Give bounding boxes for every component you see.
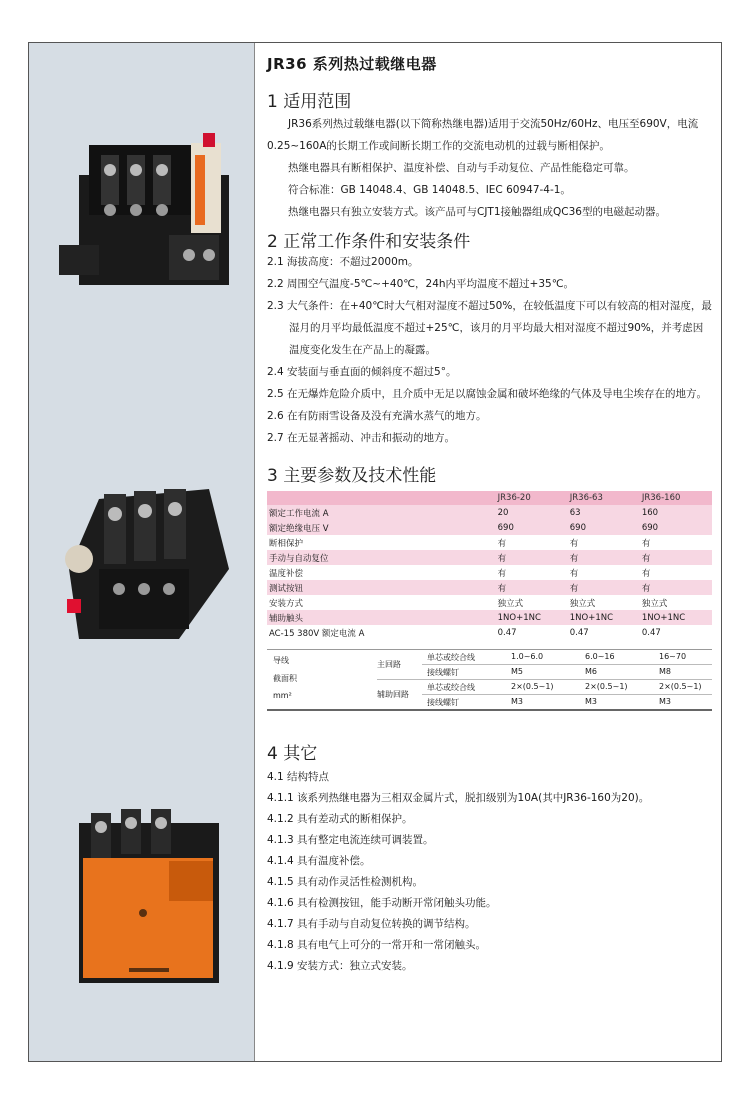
section-2-item: 2.1 海拔高度：不超过2000m。 — [267, 256, 419, 268]
cell: M3 — [511, 697, 523, 706]
cell: 20 — [496, 505, 568, 520]
row-label: 测试按钮 — [267, 580, 496, 595]
cell: 1NO+1NC — [568, 610, 640, 625]
content-column — [255, 43, 721, 1061]
model-header: JR36-160 — [640, 491, 712, 505]
cell: 独立式 — [496, 595, 568, 610]
table-row — [267, 595, 712, 610]
relay-photo-front — [59, 115, 229, 285]
relay-photo-side — [59, 479, 229, 659]
cell: 有 — [496, 535, 568, 550]
cell: 1NO+1NC — [496, 610, 568, 625]
section-4-item: 4.1.8 具有电气上可分的一常开和一常闭触头。 — [267, 939, 487, 951]
cell: 160 — [640, 505, 712, 520]
cell: 独立式 — [640, 595, 712, 610]
cell: 独立式 — [568, 595, 640, 610]
section-1-body — [267, 113, 712, 223]
relay-photo-cover — [59, 803, 229, 983]
row-label: 额定绝缘电压 V — [267, 520, 496, 535]
section-2-heading: 2 正常工作条件和安装条件 — [267, 232, 471, 252]
screw-label: 接线螺钉 — [427, 698, 459, 707]
table-row — [267, 505, 712, 520]
section-3-heading: 3 主要参数及技术性能 — [267, 466, 437, 486]
section-2-body — [267, 251, 712, 449]
section-2-item: 2.5 在无爆炸危险介质中，且介质中无足以腐蚀金属和破坏绝缘的气体及导电尘埃存在的地方。 — [267, 388, 708, 400]
section-4-item: 4.1.6 具有检测按钮，能手动断开常闭触头功能。 — [267, 897, 497, 909]
cell: 2×(0.5~1) — [511, 682, 554, 691]
section-2-item: 2.2 周围空气温度-5℃~+40℃，24h内平均温度不超过+35℃。 — [267, 278, 575, 290]
cell: 0.47 — [640, 625, 712, 640]
model-header: JR36-20 — [496, 491, 568, 505]
cell: 有 — [640, 550, 712, 565]
section-2-item: 2.6 在有防雨雪设备及没有充满水蒸气的地方。 — [267, 410, 487, 422]
cell: 有 — [496, 580, 568, 595]
section-1-paragraph: 符合标准：GB 14048.4、GB 14048.5、IEC 60947-4-1。 — [288, 184, 571, 196]
spec-table — [267, 491, 712, 640]
cell: M5 — [511, 667, 523, 676]
section-4-item: 4.1.3 具有整定电流连续可调装置。 — [267, 834, 434, 846]
section-1-paragraph: 热继电器只有独立安装方式。该产品可与CJT1接触器组成QC36型的电磁起动器。 — [288, 206, 666, 218]
single-wire-label: 单芯或绞合线 — [427, 683, 475, 692]
cell: 有 — [568, 535, 640, 550]
main-circuit-label: 主回路 — [377, 660, 401, 669]
cell: M6 — [585, 667, 597, 676]
section-4-heading: 4 其它 — [267, 744, 318, 764]
single-wire-label: 单芯或绞合线 — [427, 653, 475, 662]
section-4-item: 4.1.5 具有动作灵活性检测机构。 — [267, 876, 424, 888]
section-1-heading: 1 适用范围 — [267, 92, 352, 112]
cell: 有 — [568, 580, 640, 595]
cell: 63 — [568, 505, 640, 520]
row-label: AC-15 380V 额定电流 A — [267, 625, 496, 640]
cell: 690 — [640, 520, 712, 535]
cell: 有 — [640, 580, 712, 595]
cell: 有 — [496, 550, 568, 565]
cell: 2×(0.5~1) — [585, 682, 628, 691]
cell: 690 — [568, 520, 640, 535]
section-4-item: 4.1.7 具有手动与自动复位转换的调节结构。 — [267, 918, 476, 930]
document-frame — [28, 42, 722, 1062]
cell: 有 — [568, 565, 640, 580]
cell: 690 — [496, 520, 568, 535]
table-row — [267, 580, 712, 595]
section-4-body — [267, 767, 712, 977]
wire-label: 截面积 — [273, 674, 297, 683]
row-label: 断相保护 — [267, 535, 496, 550]
row-label: 温度补偿 — [267, 565, 496, 580]
wire-label: mm² — [273, 691, 292, 700]
table-row — [267, 550, 712, 565]
cell: 有 — [640, 565, 712, 580]
table-row — [267, 535, 712, 550]
row-label: 额定工作电流 A — [267, 505, 496, 520]
document-title: JR36 系列热过载继电器 — [267, 55, 437, 73]
cell: 0.47 — [496, 625, 568, 640]
row-label: 手动与自动复位 — [267, 550, 496, 565]
cell: 6.0~16 — [585, 652, 615, 661]
wire-section — [267, 649, 712, 709]
section-4-item: 4.1 结构特点 — [267, 771, 330, 783]
table-row — [267, 520, 712, 535]
section-1-paragraph: 热继电器具有断相保护、温度补偿、自动与手动复位、产品性能稳定可靠。 — [288, 162, 635, 174]
section-2-item: 2.3 大气条件：在+40℃时大气相对湿度不超过50%，在较低温度下可以有较高的相对湿度，最湿月的月平均最低温度不超过+25℃，该月的月平均最大相对湿度不超过90%，并考虑因温度变化发生在产品上的凝露。 — [267, 300, 712, 356]
cell: 0.47 — [568, 625, 640, 640]
row-label: 安装方式 — [267, 595, 496, 610]
section-1-paragraph: JR36系列热过载继电器(以下简称热继电器)适用于交流50Hz/60Hz、电压至690V，电流0.25~160A的长期工作或间断长期工作的交流电动机的过载与断相保护。 — [267, 118, 699, 152]
screw-label: 接线螺钉 — [427, 668, 459, 677]
table-row — [267, 610, 712, 625]
cell: M3 — [659, 697, 671, 706]
aux-circuit-label: 辅助回路 — [377, 690, 409, 699]
cell: M8 — [659, 667, 671, 676]
table-row — [267, 565, 712, 580]
section-4-item: 4.1.1 该系列热继电器为三相双金属片式，脱扣级别为10A(其中JR36-160为20)。 — [267, 792, 650, 804]
cell: 1.0~6.0 — [511, 652, 544, 661]
cell: M3 — [585, 697, 597, 706]
row-label: 辅助触头 — [267, 610, 496, 625]
product-photo-column — [29, 43, 255, 1061]
table-row — [267, 625, 712, 640]
cell: 1NO+1NC — [640, 610, 712, 625]
cell: 16~70 — [659, 652, 687, 661]
section-4-item: 4.1.9 安装方式：独立式安装。 — [267, 960, 413, 972]
cell: 有 — [496, 565, 568, 580]
spec-header-row — [267, 491, 712, 505]
section-4-item: 4.1.4 具有温度补偿。 — [267, 855, 371, 867]
section-4-item: 4.1.2 具有差动式的断相保护。 — [267, 813, 413, 825]
cell: 有 — [568, 550, 640, 565]
wire-label: 导线 — [273, 656, 289, 665]
cell: 2×(0.5~1) — [659, 682, 702, 691]
section-2-item: 2.7 在无显著摇动、冲击和振动的地方。 — [267, 432, 456, 444]
section-2-item: 2.4 安装面与垂直面的倾斜度不超过5°。 — [267, 366, 457, 378]
cell: 有 — [640, 535, 712, 550]
model-header: JR36-63 — [568, 491, 640, 505]
